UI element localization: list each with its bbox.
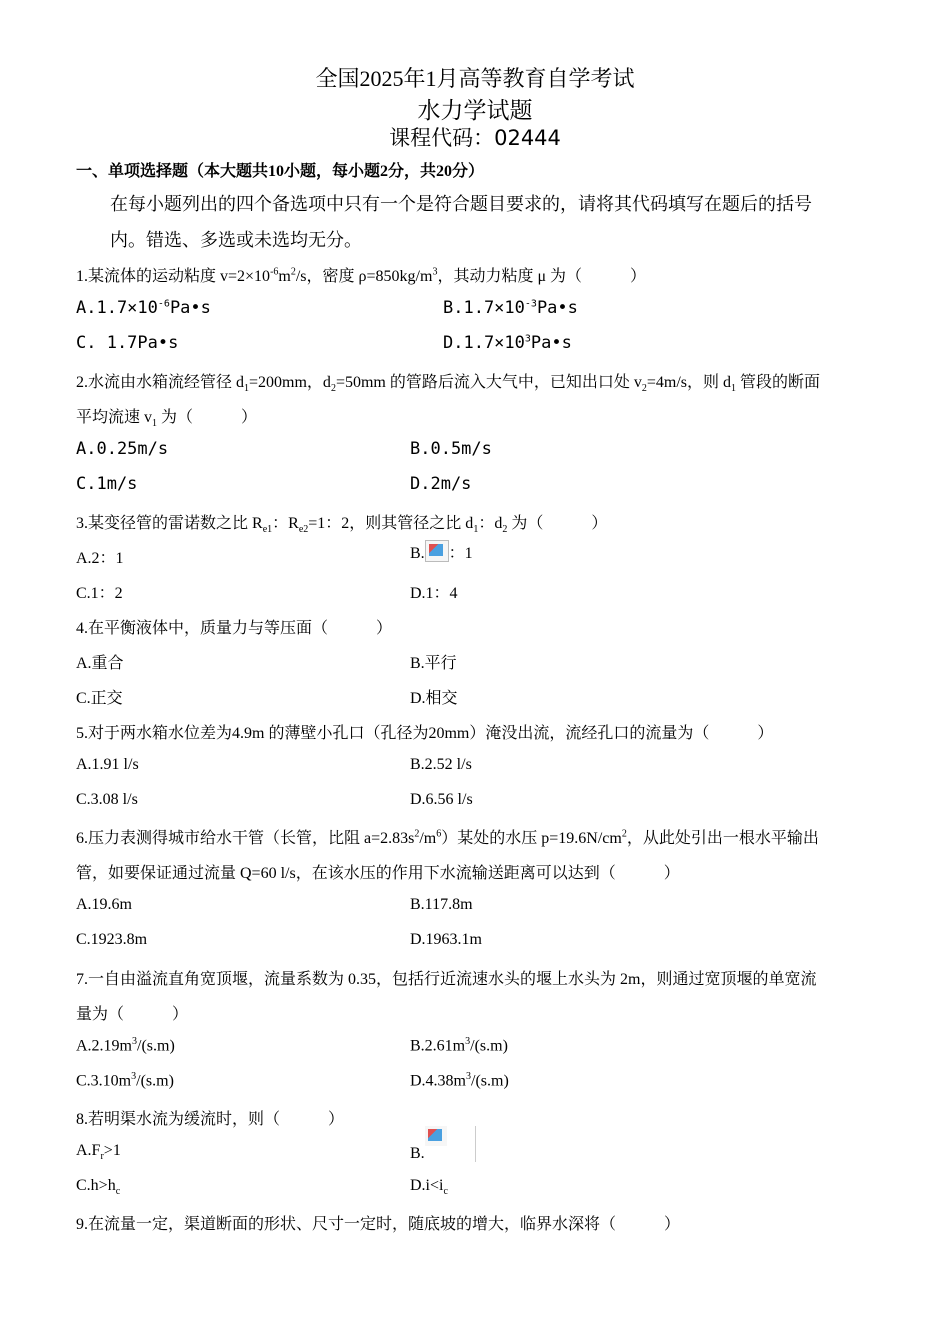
section-instructions (110, 186, 870, 258)
option-c: C.1：2 (76, 585, 123, 602)
question-8: 8.若明渠水流为缓流时，则（ ） (76, 1111, 345, 1128)
option-d: $D.4.38m^3/(s.m)$ (410, 1071, 509, 1090)
option-c: C.1m/s (76, 474, 138, 494)
option-c: C.1923.8m (76, 931, 148, 948)
course-code: 课程代码：02444 (389, 126, 561, 150)
option-a: A.0.25m/s (76, 439, 169, 459)
option-c: C.3.08 l/s (76, 791, 138, 808)
option-a: $A.2.19m^3/(s.m)$ (76, 1036, 175, 1055)
question-7: 7.一自由溢流直角宽顶堰，流量系数为 0.35，包括行近流速水头的堰上水头为 2m，则通过宽顶堰的单宽流 (76, 971, 817, 988)
question-6: 6.压力表测得城市给水干管（长管，比阻 $a=2.83s^2/m^6$）某处的水压 $p=19.6N/cm^2$，从此处引出一根水平输出 (76, 828, 819, 847)
option-d: D.2m/s (410, 474, 472, 494)
option-d: D.6.56 l/s (410, 791, 473, 808)
option-a: A.2：1 (76, 550, 124, 567)
broken-image-icon (425, 540, 449, 562)
exam-title: 全国2025年1月高等教育自学考试 (315, 66, 635, 91)
option-b: $B.2.61m^3/(s.m)$ (410, 1036, 508, 1055)
option-a: $A.F_r>1$ (76, 1142, 121, 1163)
subject-title: 水力学试题 (417, 98, 533, 124)
section-heading: 一、单项选择题（本大题共10小题，每小题2分，共20分） (76, 163, 485, 180)
instruction-line: 在每小题列出的四个备选项中只有一个是符合题目要求的，请将其代码填写在题后的括号 (110, 194, 812, 214)
question-1: 1.某流体的运动粘度 $v=2\times 10^{-6}m^2/s$，密度 $\rho=850kg/m^3$，其动力粘度 μ 为（ ） (76, 266, 647, 285)
option-b: B.0.5m/s (410, 439, 492, 459)
option-d: D.相交 (410, 690, 458, 707)
broken-image-icon (425, 1126, 447, 1146)
option-a: A.重合 (76, 655, 124, 672)
option-c: $C.h>h_c$ (76, 1177, 121, 1198)
option-c: C. 1.7Pa•s (76, 333, 179, 353)
question-6-line2: 管，如要保证通过流量 Q=60 l/s，在该水压的作用下水流输送距离可以达到（ ） (76, 865, 680, 882)
instruction-line: 内。错选、多选或未选均无分。 (110, 230, 362, 250)
option-c: $C.3.10m^3/(s.m)$ (76, 1071, 174, 1090)
question-2-line2: 平均流速 $v_1$ 为（ ） (76, 409, 258, 430)
option-c: C.正交 (76, 690, 123, 707)
option-a: $A.1.7\times 10^{-6}Pa•s$ (76, 298, 211, 318)
option-b: B.平行 (410, 655, 457, 672)
image-placeholder (425, 1126, 476, 1162)
question-2: 2.水流由水箱流经管径 $d_1=200mm$，$d_2=50mm$ 的管路后流入大气中，已知出口处 $v_2=4m/s$，则 $d_1$ 管段的断面 (76, 374, 821, 395)
option-b: B.2.52 l/s (410, 756, 472, 773)
question-9: 9.在流量一定，渠道断面的形状、尺寸一定时，随底坡的增大，临界水深将（ ） (76, 1216, 681, 1233)
question-3: 3.某变径管的雷诺数之比 $R_{e1}$：$R_{e2}=1$：2，则其管径之比 $d_1$：$d_2$ 为（ ） (76, 515, 608, 536)
question-7-line2: 量为（ ） (76, 1006, 189, 1023)
option-b: $B.1.7\times 10^{-3}Pa•s$ (443, 298, 578, 318)
option-d: D.1：4 (410, 585, 458, 602)
question-5: 5.对于两水箱水位差为4.9m 的薄壁小孔口（孔径为20mm）淹没出流，流经孔口的流量为（ ） (76, 725, 774, 742)
question-4: 4.在平衡液体中，质量力与等压面（ ） (76, 620, 393, 637)
option-d: $D.i<i_c$ (410, 1177, 448, 1198)
option-b: B.117.8m (410, 896, 473, 913)
option-b: B. (410, 1126, 476, 1163)
option-a: A.19.6m (76, 896, 132, 913)
option-d: D.1963.1m (410, 931, 482, 948)
option-b: B. ：1 (410, 540, 473, 563)
option-a: A.1.91 l/s (76, 756, 139, 773)
option-d: $D.1.7\times 10^3Pa•s$ (443, 333, 572, 353)
